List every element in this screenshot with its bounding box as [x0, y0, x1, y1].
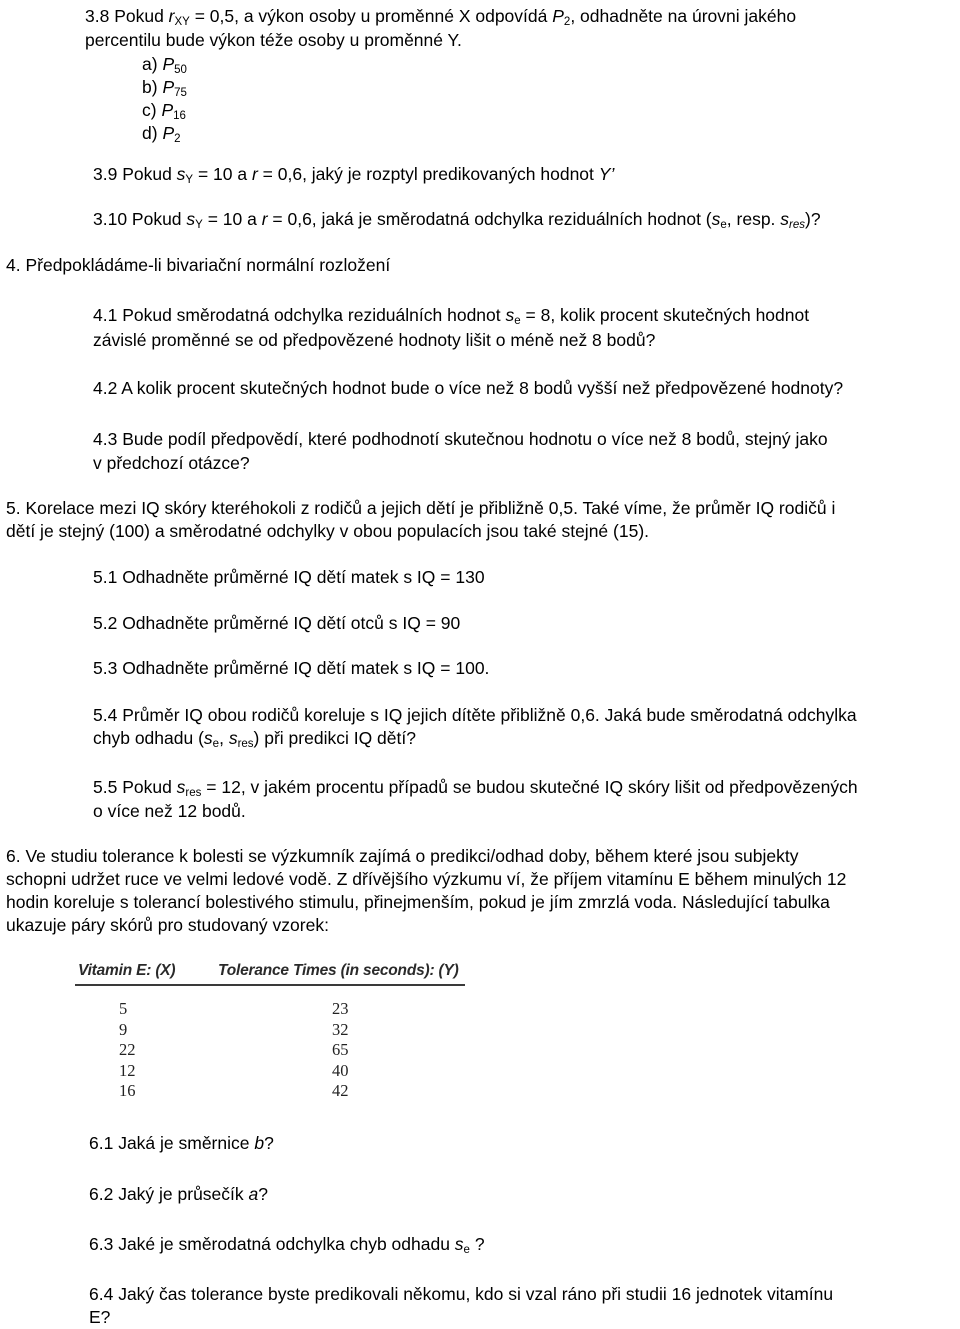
question-5-4-line2: chyb odhadu ($s_e$, $s_{res}$) při predikci IQ dětí? — [93, 728, 416, 750]
question-4-2: 4.2 A kolik procent skutečných hodnot bude o více než 8 bodů vyšší než předpovězené hodnoty? — [93, 378, 844, 398]
table-header-x: Vitamin E: (X) — [78, 962, 176, 979]
score-pairs-table — [70, 953, 470, 1103]
question-5-5-line2: o více než 12 bodů. — [93, 801, 246, 821]
question-5-2: 5.2 Odhadněte průměrné IQ dětí otců s IQ = 90 — [93, 613, 461, 633]
option-b: b) $P_{75}$ — [142, 77, 187, 99]
question-5-3: 5.3 Odhadněte průměrné IQ dětí matek s IQ = 100. — [93, 658, 490, 678]
question-4-3-line2: v předchozí otázce? — [93, 453, 250, 473]
question-5-1: 5.1 Odhadněte průměrné IQ dětí matek s IQ = 130 — [93, 567, 485, 587]
option-d: d) $P_2$ — [142, 123, 181, 145]
section-5-intro-line1: 5. Korelace mezi IQ skóry kteréhokoli z rodičů a jejich dětí je přibližně 0,5. Také víme, že průměr IQ rodičů i — [6, 498, 836, 518]
section-6-intro-line1: 6. Ve studiu tolerance k bolesti se výzkumník zajímá o predikci/odhad doby, během které jsou subjekty — [6, 846, 799, 866]
question-6-4-line2: E? — [89, 1307, 111, 1327]
question-6-2: 6.2 Jaký je průsečík a? — [89, 1184, 268, 1204]
section-4-heading: 4. Předpokládáme-li bivariační normální rozložení — [6, 255, 391, 275]
question-6-3: 6.3 Jaké je směrodatná odchylka chyb odhadu $s_e$ ? — [89, 1234, 485, 1256]
question-5-5-line1: 5.5 Pokud $s_{res} = 12$, v jakém procentu případů se budou skutečné IQ skóry lišit od předpovězených — [93, 777, 858, 799]
table-column-x — [119, 999, 136, 1102]
table-cell-y: 65 — [332, 1040, 349, 1060]
table-cell-x: 9 — [119, 1019, 128, 1039]
table-cell-x: 12 — [119, 1060, 136, 1080]
table-header-rule — [75, 984, 465, 986]
table-header-y: Tolerance Times (in seconds): (Y) — [218, 962, 459, 979]
option-c: c) $P_{16}$ — [142, 100, 186, 122]
question-3-9: 3.9 Pokud $s_Y = 10$ a r = 0,6, jaký je rozptyl predikovaných hodnot Y’ — [93, 164, 615, 186]
section-6-intro-line2: schopni udržet ruce ve velmi ledové vodě. Z dřívějšího výzkumu ví, že příjem vitamínu E během minulých 12 — [6, 869, 847, 889]
table-cell-y: 23 — [332, 999, 349, 1018]
option-a: a) $P_{50}$ — [142, 54, 187, 76]
section-6-intro-line3: hodin koreluje s tolerancí bolestivého stimulu, přinejmenším, pokud je jím zmrzlá voda. Následující tabulka — [6, 892, 830, 912]
table-cell-y: 32 — [332, 1019, 349, 1039]
table-cell-x: 16 — [119, 1081, 136, 1101]
table-cell-y: 40 — [332, 1060, 349, 1080]
question-4-1-line2: závislé proměnné se od předpovězené hodnoty lišit o méně než 8 bodů? — [93, 330, 656, 350]
question-3-10: 3.10 Pokud $s_Y = 10$ a r = 0,6, jaká je směrodatná odchylka reziduálních hodnot ($s_e$, resp. $s_{res}$)? — [93, 209, 821, 231]
question-3-8-line1: 3.8 Pokud $r_{XY} = 0,5$, a výkon osoby u proměnné X odpovídá $P_2$, odhadněte na úrovni jakého — [85, 6, 797, 28]
table-cell-x: 22 — [119, 1040, 136, 1060]
section-6-intro-line4: ukazuje páry skórů pro studovaný vzorek: — [6, 915, 329, 935]
question-5-4-line1: 5.4 Průměr IQ obou rodičů koreluje s IQ jejich dítěte přibližně 0,6. Jaká bude směrodatná odchylka — [93, 705, 857, 725]
question-4-1-line1: 4.1 Pokud směrodatná odchylka reziduálních hodnot $s_e = 8$, kolik procent skutečných hodnot — [93, 305, 810, 327]
table-cell-y: 42 — [332, 1081, 349, 1101]
question-6-1: 6.1 Jaká je směrnice b? — [89, 1133, 274, 1153]
question-6-4-line1: 6.4 Jaký čas tolerance byste predikovali někomu, kdo si vzal ráno při studii 16 jednotek vitamínu — [89, 1284, 834, 1304]
question-4-3-line1: 4.3 Bude podíl předpovědí, které podhodnotí skutečnou hodnotu o více než 8 bodů, stejný jako — [93, 429, 828, 449]
table-column-y — [332, 999, 349, 1102]
table-cell-x: 5 — [119, 999, 128, 1018]
section-5-intro-line2: dětí je stejný (100) a směrodatné odchylky v obou populacích jsou také stejné (15). — [6, 521, 650, 541]
question-3-8-line2: percentilu bude výkon téže osoby u proměnné Y. — [85, 30, 462, 50]
